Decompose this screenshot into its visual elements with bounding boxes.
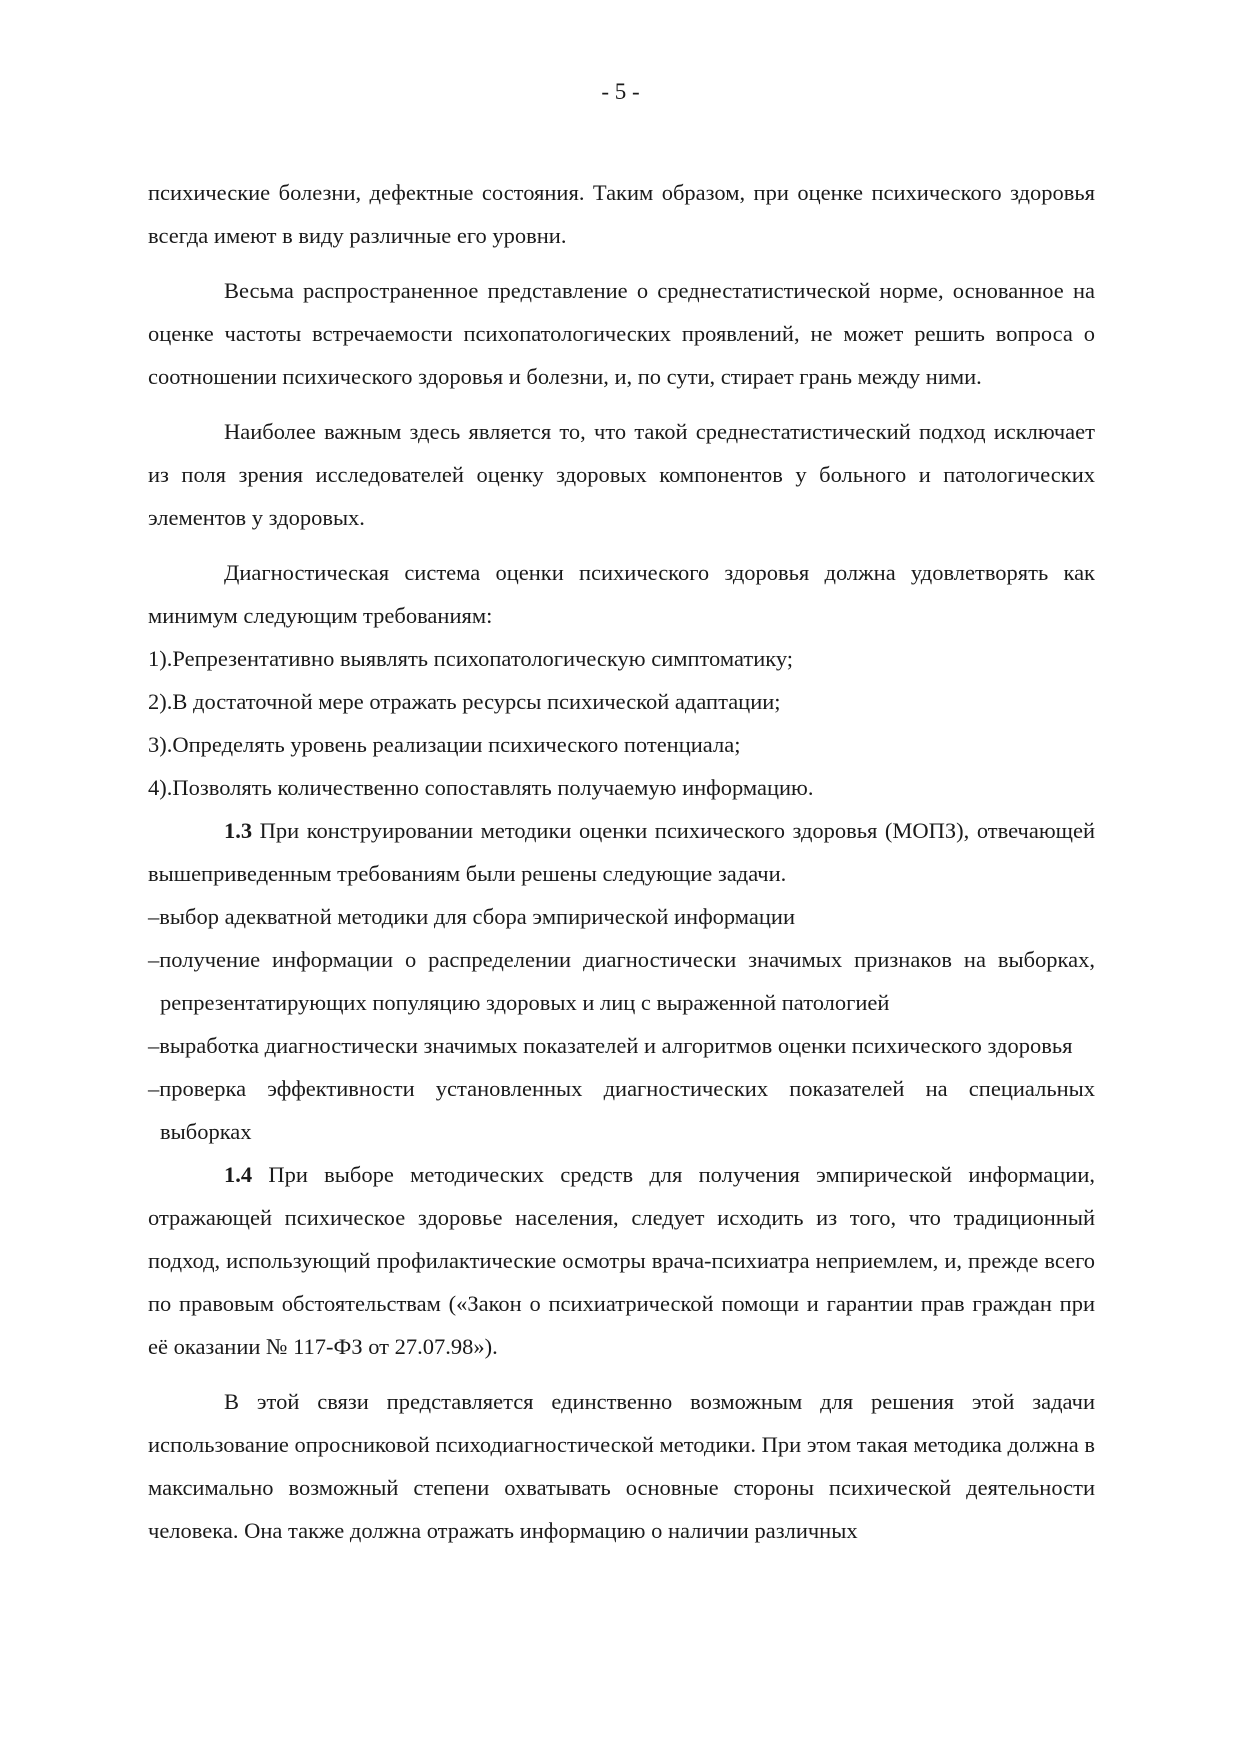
requirements-list (148, 637, 1095, 809)
page-content (148, 171, 1095, 1552)
paragraph-questionnaire-method: В этой связи представляется единственно возможным для решения этой задачи использование опросниковой психодиагностической методики. При этом такая методика должна в максимально возможный степени охватывать основные стороны психической деятельности человека. Она также должна отражать информацию о наличии различных (148, 1389, 1095, 1543)
section-text: При конструировании методики оценки психического здоровья (МОПЗ), отвечающей вышеприведенным требованиям были решены следующие задачи. (148, 818, 1095, 886)
requirement-item: 3).Определять уровень реализации психического потенциала; (148, 732, 741, 757)
task-item: –проверка эффективности установленных диагностических показателей на специальных выборках (148, 1076, 1095, 1144)
section-1-3-paragraph (148, 809, 1095, 895)
task-item: –получение информации о распределении диагностически значимых признаков на выборках, репрезентатирующих популяцию здоровых и лиц с выраженной патологией (148, 947, 1095, 1015)
requirement-item: 1).Репрезентативно выявлять психопатологическую симптоматику; (148, 646, 794, 671)
section-text: При выборе методических средств для получения эмпирической информации, отражающей психическое здоровье населения, следует исходить из того, что традиционный подход, использующий профилактические осмотры врача-психиатра неприемлем, и, прежде всего по правовым обстоятельствам («Закон о психиатрической помощи и гарантии прав граждан при её оказании № 117-ФЗ от 27.07.98»). (148, 1162, 1095, 1359)
requirement-item: 2).В достаточной мере отражать ресурсы психической адаптации; (148, 689, 781, 714)
section-number: 1.3 (224, 818, 253, 843)
paragraph-mental-illness: психические болезни, дефектные состояния. Таким образом, при оценке психического здоровья всегда имеют в виду различные его уровни. (148, 180, 1095, 248)
task-item: –выработка диагностически значимых показателей и алгоритмов оценки психического здоровья (148, 1033, 1073, 1058)
requirement-item: 4).Позволять количественно сопоставлять получаемую информацию. (148, 775, 814, 800)
paragraph-statistical-approach: Наиболее важным здесь является то, что такой среднестатистический подход исключает из поля зрения исследователей оценку здоровых компонентов у больного и патологических элементов у здоровых. (148, 419, 1095, 530)
tasks-list (148, 895, 1095, 1153)
paragraph-statistical-norm: Весьма распространенное представление о среднестатистической норме, основанное на оценке частоты встречаемости психопатологических проявлений, не может решить вопроса о соотношении психического здоровья и болезни, и, по сути, стирает грань между ними. (148, 278, 1095, 389)
task-item: –выбор адекватной методики для сбора эмпирической информации (148, 904, 795, 929)
page-number: - 5 - (601, 79, 640, 104)
section-1-4-paragraph (148, 1153, 1095, 1368)
paragraph-requirements-intro: Диагностическая система оценки психического здоровья должна удовлетворять как минимум следующим требованиям: (148, 560, 1095, 628)
section-number: 1.4 (224, 1162, 253, 1187)
